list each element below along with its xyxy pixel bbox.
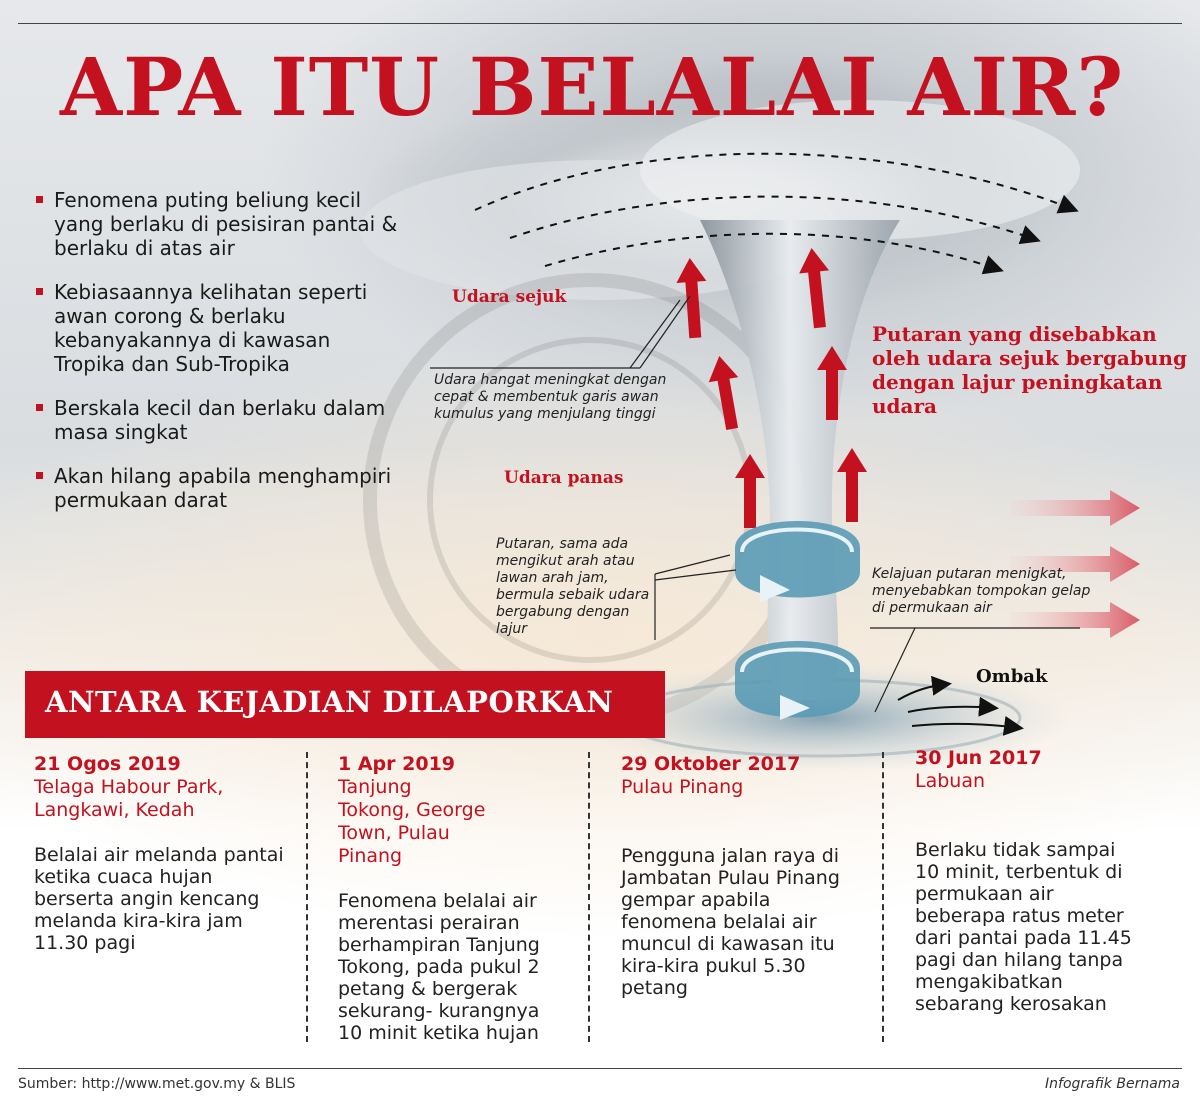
incident-date: 1 Apr 2019 [338,753,456,775]
page-title: APA ITU BELALAI AIR? [60,40,1125,134]
waves-label: Ombak [976,666,1048,687]
fact-item [36,396,406,444]
incident-description: Fenomena belalai air merentasi perairan berhampiran Tanjung Tokong, pada pukul 2 petang & bergerak sekurang- kurangnya 10 minit ketika hujan [338,890,540,1044]
speed-note: Kelajuan putaran menigkat, menyebabkan tompokan gelap di permukaan air [872,566,1091,616]
bullet-icon [36,196,43,203]
divider [882,752,884,1042]
source-note: Sumber: http://www.met.gov.my & BLIS [18,1076,296,1092]
incident-description: Pengguna jalan raya di Jambatan Pulau Pinang gempar apabila fenomena belalai air muncul di kawasan itu kira-kira pukul 5.30 petang [621,845,840,999]
bullet-icon [36,472,43,479]
incidents-banner [25,671,665,738]
divider [306,752,308,1042]
incidents-heading: ANTARA KEJADIAN DILAPORKAN [45,685,614,719]
cold-air-label: Udara sejuk [452,287,567,307]
incident-place: Tanjung Tokong, George Town, Pulau Pinang [338,776,486,867]
incident-description: Belalai air melanda pantai ketika cuaca hujan berserta angin kencang melanda kira-kira jam 11.30 pagi [34,844,284,954]
bottom-rule [18,1068,1182,1069]
rotation-band-lower [735,641,860,720]
fact-text: Kebiasaannya kelihatan seperti awan corong & berlaku kebanyakannya di kawasan Tropika dan Sub-Tropika [54,280,368,376]
rotation-callout: Putaran yang disebabkan oleh udara sejuk bergabung dengan lajur peningkatan udara [872,322,1187,418]
bullet-icon [36,404,43,411]
bullet-icon [36,288,43,295]
incident-date: 21 Ogos 2019 [34,753,181,775]
incident-date: 30 Jun 2017 [915,747,1042,769]
fact-text: Fenomena puting beliung kecil yang berlaku di pesisiran pantai & berlaku di atas air [54,188,398,260]
incident-card [338,752,608,1044]
fact-text: Akan hilang apabila menghampiri permukaan darat [54,464,392,512]
incident-date: 29 Oktober 2017 [621,753,801,775]
incident-place: Labuan [915,770,986,792]
fact-item [36,188,406,260]
rising-air-note: Udara hangat meningkat dengan cepat & membentuk garis awan kumulus yang menjulang tinggi [434,372,667,422]
fact-text: Berskala kecil dan berlaku dalam masa singkat [54,396,386,444]
incident-card [34,752,304,954]
credit-note: Infografik Bernama [1045,1076,1180,1092]
divider [588,752,590,1042]
incident-place: Pulau Pinang [621,776,744,798]
rotation-band-upper [735,521,860,602]
rotation-note: Putaran, sama ada mengikut arah atau lawan arah jam, bermula sebaik udara bergabung dengan lajur [496,536,650,637]
facts-list [36,188,406,532]
fact-item [36,280,406,376]
incident-place: Telaga Habour Park, Langkawi, Kedah [34,776,224,821]
warm-air-label: Udara panas [504,468,624,488]
incident-description: Berlaku tidak sampai 10 minit, terbentuk di permukaan air beberapa ratus meter dari pantai pada 11.45 pagi dan hilang tanpa mengakibatkan sebarang kerosakan [915,839,1132,1015]
incident-card [915,746,1185,1015]
fact-item [36,464,406,512]
incident-card [621,752,891,999]
